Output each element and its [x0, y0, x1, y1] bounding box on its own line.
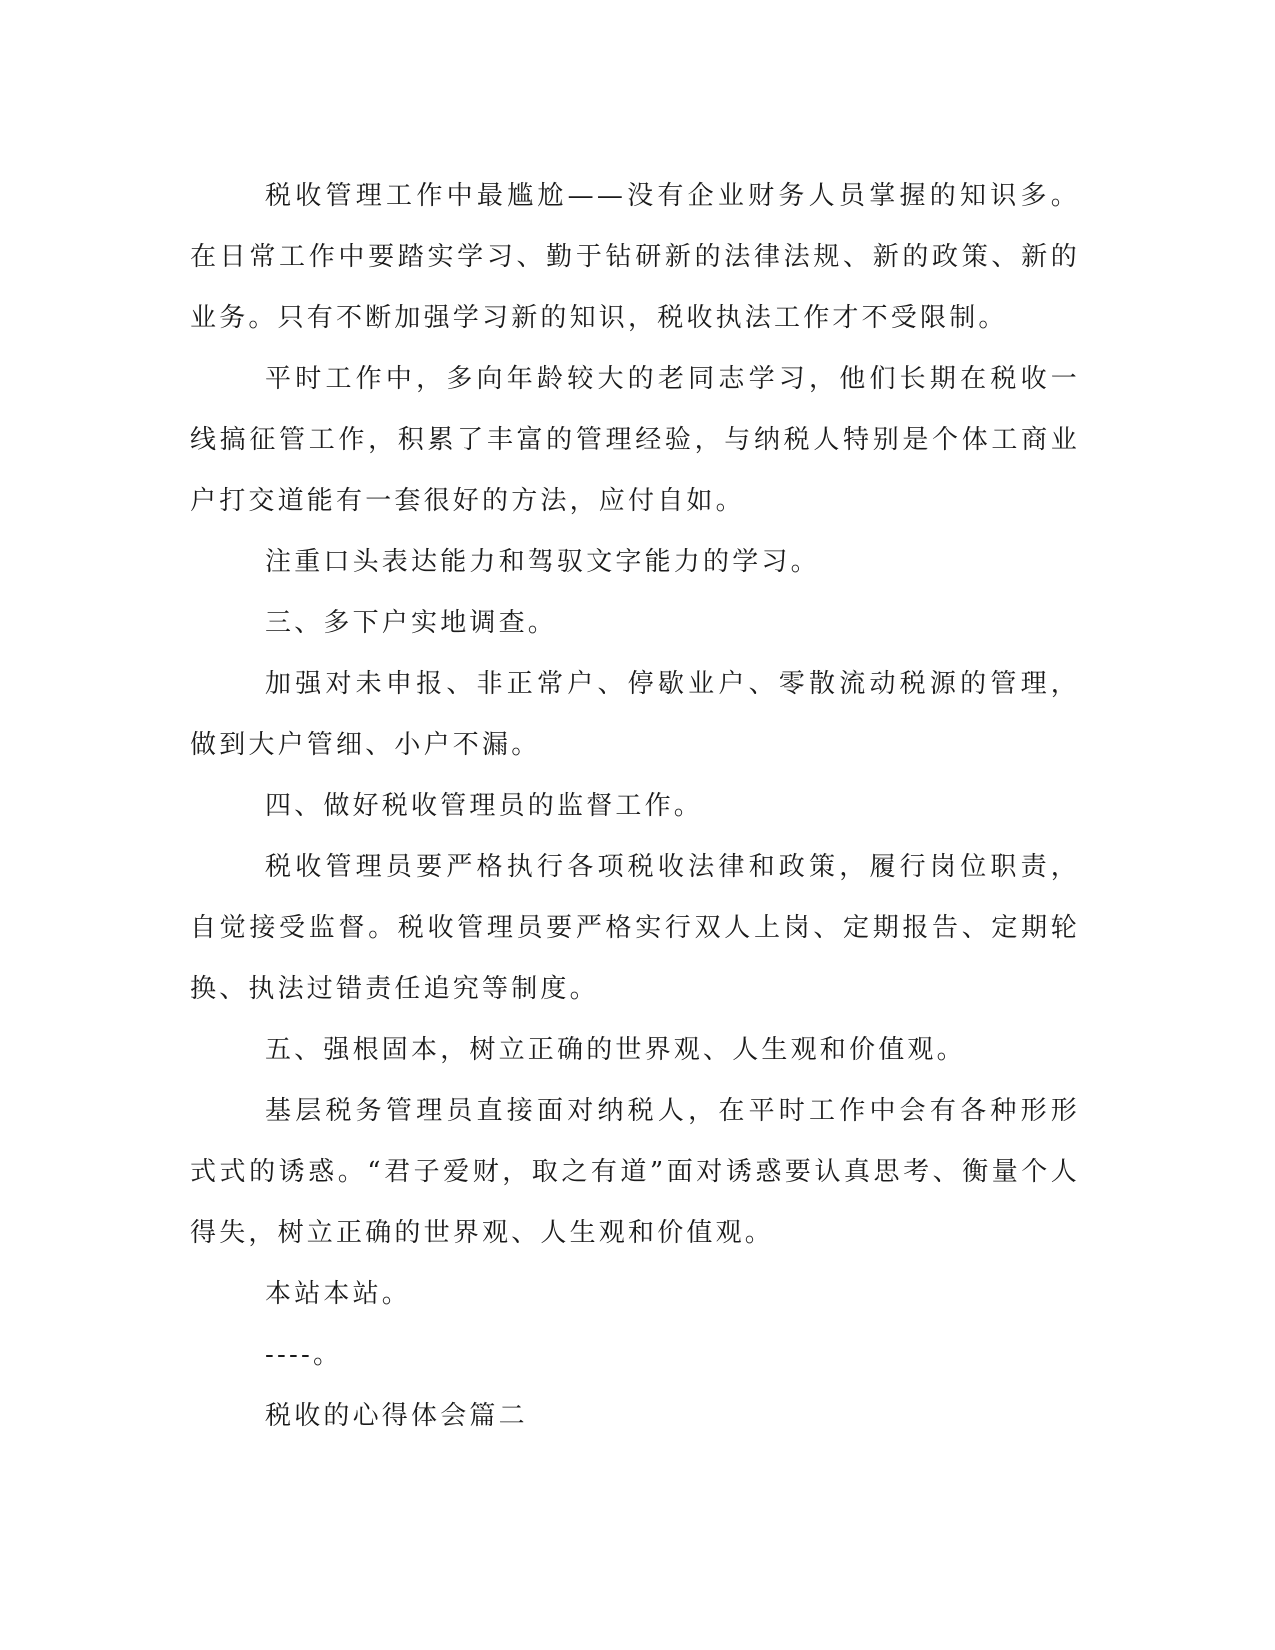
- section-heading-5: 五、强根固本，树立正确的世界观、人生观和价值观。: [265, 1035, 966, 1065]
- document-body: [190, 166, 1080, 1447]
- section-heading-3: 三、多下户实地调查。: [265, 608, 558, 638]
- section-heading-4: 四、做好税收管理员的监督工作。: [265, 791, 704, 821]
- paragraph-study-knowledge: 税收管理工作中最尴尬——没有企业财务人员掌握的知识多。在日常工作中要踏实学习、勤于钻研新的法律法规、新的政策、新的业务。只有不断加强学习新的知识，税收执法工作才不受限制。: [190, 181, 1080, 333]
- paragraph-supervision: 税收管理员要严格执行各项税收法律和政策，履行岗位职责，自觉接受监督。税收管理员要严格实行双人上岗、定期报告、定期轮换、执法过错责任追究等制度。: [190, 852, 1080, 1004]
- paragraph-investigation: 加强对未申报、非正常户、停歇业户、零散流动税源的管理，做到大户管细、小户不漏。: [190, 669, 1080, 760]
- paragraph-next-title: 税收的心得体会篇二: [265, 1401, 528, 1431]
- paragraph-temptation: 基层税务管理员直接面对纳税人，在平时工作中会有各种形形式式的诱惑。“君子爱财，取之有道”面对诱惑要认真思考、衡量个人得失，树立正确的世界观、人生观和价值观。: [190, 1096, 1080, 1248]
- paragraph-separator: ----。: [265, 1340, 343, 1370]
- paragraph-learn-from-veterans: 平时工作中，多向年龄较大的老同志学习，他们长期在税收一线搞征管工作，积累了丰富的管理经验，与纳税人特别是个体工商业户打交道能有一套很好的方法，应付自如。: [190, 364, 1080, 516]
- paragraph-expression-skills: 注重口头表达能力和驾驭文字能力的学习。: [265, 547, 820, 577]
- paragraph-site-note: 本站本站。: [265, 1279, 412, 1309]
